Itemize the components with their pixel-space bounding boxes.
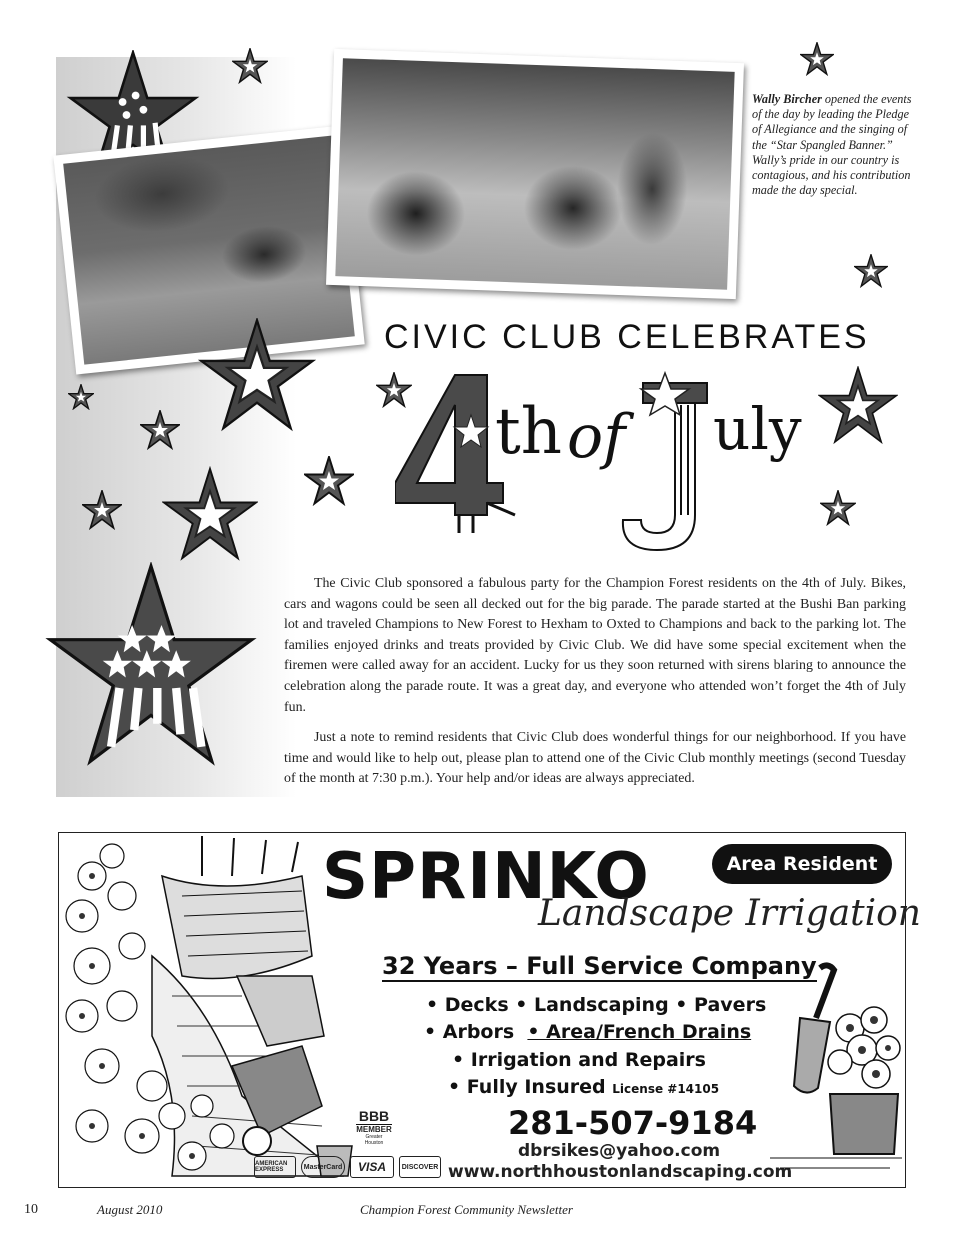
- star-icon: [162, 466, 258, 564]
- star-icon: [198, 318, 316, 434]
- article-paragraph: The Civic Club sponsored a fabulous party for the Champion Forest residents on the 4th of July. Bikes, cars and wagons could be seen all decked out for the big parade. The parade started at the Bushi Ban parking lot and traveled Champions to New Forest to Hexham to Oxted to Champions and back to the parking lot. The families enjoyed drinks and treats provided by Civic Club. We did have some special excitement when the firemen were called away for an accident. Lucky for us they soon returned with sirens blaring to announce the celebration along the parade route. It was a great day, and everyone who attended won’t forget the 4th of July fun.: [284, 576, 906, 715]
- bbb-member-label: MEMBER: [356, 1125, 392, 1134]
- star-icon: [304, 456, 354, 506]
- star-icon: [800, 42, 834, 76]
- star-icon: [140, 410, 180, 450]
- visa-card-icon: VISA: [350, 1156, 394, 1178]
- letter-j-art: [623, 373, 707, 550]
- article-body: [284, 574, 906, 800]
- caption-text: opened the events of the day by leading the Pledge of Allegiance and the singing of the “Star Spangled Banner.” Wally’s pride in our country is contagious, and his contribution made the day special.: [752, 92, 912, 198]
- service-insured: • Fully Insured: [448, 1076, 606, 1098]
- star-icon: [82, 490, 122, 530]
- star-icon: [232, 48, 268, 84]
- website-url: www.northhoustonlandscaping.com: [448, 1162, 793, 1182]
- title-of: of: [567, 402, 626, 472]
- mastercard-card-icon: MasterCard: [301, 1156, 345, 1178]
- fourth-of-july-title-art: [395, 365, 815, 555]
- star-flag-icon: [44, 562, 258, 772]
- license-number: License #14105: [612, 1082, 720, 1096]
- star-icon: [818, 366, 898, 446]
- star-icon: [68, 384, 94, 410]
- email-address: dbrsikes@yahoo.com: [518, 1141, 721, 1161]
- garden-illustration: [62, 836, 362, 1182]
- photo-caption: [752, 92, 912, 198]
- brand-name: SPRINKO: [322, 840, 650, 914]
- bbb-logo-text: BBB: [356, 1108, 392, 1125]
- issue-date: August 2010: [97, 1202, 163, 1217]
- article-paragraph: Just a note to remind residents that Civic Club does wonderful things for our neighborhood. If you have time and would like to help out, please plan to attend one of the Civic Club monthly meetings (second Tuesday of the month at 7:30 p.m.). Your help and/or ideas are always appreciated.: [284, 730, 906, 787]
- title-uly: uly: [713, 395, 802, 463]
- service-line: • Irrigation and Repairs: [452, 1049, 706, 1071]
- newsletter-title: Champion Forest Community Newsletter: [360, 1202, 573, 1217]
- star-icon: [854, 254, 888, 288]
- amex-card-icon: AMERICAN EXPRESS: [254, 1156, 296, 1178]
- caption-name: Wally Bircher: [752, 92, 822, 106]
- headline: CIVIC CLUB CELEBRATES: [384, 318, 870, 356]
- photo-parade-bikes: [326, 49, 744, 299]
- service-line: [448, 1076, 719, 1098]
- service-line: • Decks • Landscaping • Pavers: [426, 994, 767, 1016]
- phone-number: 281-507-9184: [508, 1104, 758, 1142]
- page-number: 10: [24, 1202, 38, 1217]
- area-resident-badge: Area Resident: [712, 844, 892, 884]
- service-line: [424, 1021, 751, 1043]
- service-drains: • Area/French Drains: [527, 1021, 752, 1043]
- bbb-member-logo: [356, 1108, 392, 1146]
- star-icon: [820, 490, 856, 526]
- trowel-flowers-illustration: [770, 958, 902, 1184]
- service-arbors: • Arbors: [424, 1021, 515, 1043]
- title-th: th: [495, 395, 562, 469]
- ad-tagline: 32 Years – Full Service Company: [382, 952, 817, 980]
- brand-subtitle: Landscape Irrigation: [538, 893, 921, 934]
- discover-card-icon: DISCOVER: [399, 1156, 441, 1178]
- bbb-sub-label: Greater Houston: [364, 1134, 384, 1146]
